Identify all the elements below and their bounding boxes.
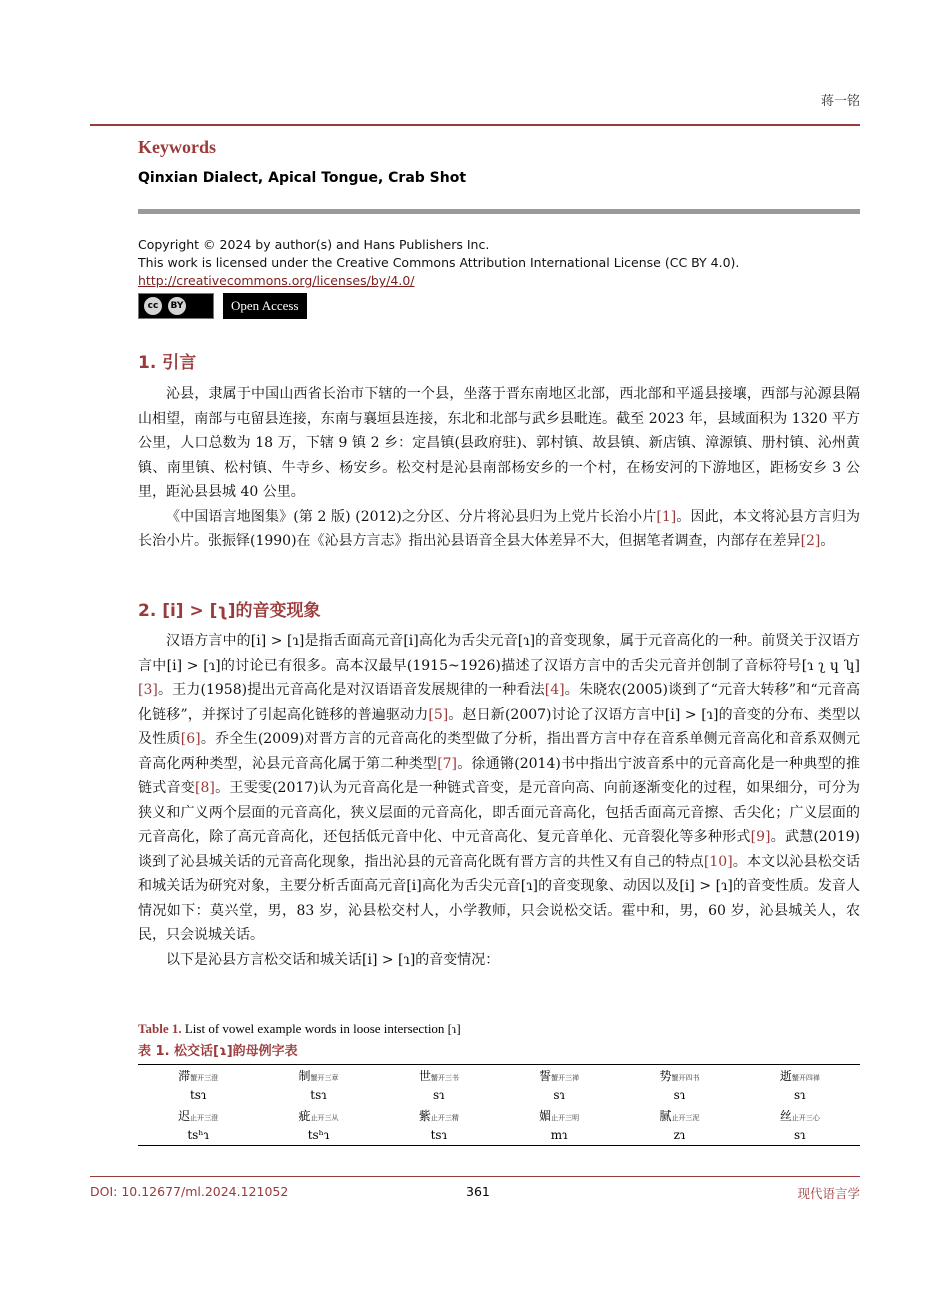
section-1-body: [138, 382, 860, 554]
citation-link[interactable]: [7]: [437, 755, 458, 772]
paragraph: 沁县，隶属于中国山西省长治市下辖的一个县，坐落于晋东南地区北部，西北部和平遥县接壤，西部与沁源县隔山相望，南部与屯留县连接，东南与襄垣县连接，东北和北部与武乡县毗连。截至 2023 年，县域面积为 1320 平方公里，人口总数为 18 万，下辖 9 镇 2 乡：定昌镇(县政府驻)、郭村镇、故县镇、新店镇、漳源镇、册村镇、沁州黄镇、南里镇、松村镇、牛寺乡、杨安乡。松交村是沁县南部杨安乡的一个村，在杨安河的下游地区，距杨安乡 3 公里，距沁县县城 40 公里。: [138, 386, 860, 500]
cc-by-badge[interactable]: [138, 293, 214, 319]
open-access-badge: Open Access: [223, 293, 307, 319]
license-link[interactable]: http://creativecommons.org/licenses/by/4.0/: [138, 273, 415, 288]
footer-doi: DOI: 10.12677/ml.2024.121052: [90, 1184, 289, 1199]
citation-link[interactable]: [6]: [180, 731, 201, 747]
keywords-heading: Keywords: [138, 137, 216, 157]
table-row: 迟止开三澄 疵止开三从 紫止开三精 媚止开三明 腻止开三泥 丝止开三心: [178, 1108, 820, 1123]
section-2-heading: 2. [i] > [ʅ]的音变现象: [138, 601, 321, 621]
paragraph: 汉语方言中的[i] > [ɿ]是指舌面高元音[i]高化为舌尖元音[ɿ]的音变现象，属于元音高化的一种。前贤关于汉语方言中[i] > [ɿ]的讨论已有很多。高本汉最早(1915~1926)描述了汉语方言中的舌尖元音并创制了音标符号[ɿ ʅ ɥ ʮ] [3]。王力(1958)提出元音高化是对汉语语音发展规律的一种看法[4]。朱晓农(2005)谈到了“元音大转移”和“元音高化链移”，并探讨了引起高化链移的普遍驱动力[5]。赵日新(2007)讨论了汉语方言中[i] > [ɿ]的音变的分布、类型以及性质[6]。乔全生(2009)对晋方言的元音高化的类型做了分析，指出晋方言中存在音系单侧元音高化和音系双侧元音高化两种类型，沁县元音高化属于第二种类型[7]。徐通锵(2014)书中指出宁波音系中的元音高化是一种典型的推链式音变[8]。王雯雯(2017)认为元音高化是一种链式音变，是元音向高、向前逐渐变化的过程，如果细分，可分为狭义和广义两个层面的元音高化，狭义层面的元音高化，即舌面元音高化，包括舌面高元音擦、舌尖化；广义层面的元音高化，除了高元音高化，还包括低元音中化、中元音高化、复元音单化、元音裂化等多种形式[9]。武慧(2019)谈到了沁县城关话的元音高化现象，指出沁县的元音高化既有晋方言的共性又有自己的特点[10]。本文以沁县松交话和城关话为研究对象，主要分析舌面高元音[i]高化为舌尖元音[ɿ]的音变现象、动因以及[i] > [ɿ]的音变性质。发音人情况如下：莫兴堂，男，83 岁，沁县松交村人，小学教师，只会说松交话。霍中和，男，60 岁，沁县城关人，农民，只会说城关话。: [138, 633, 861, 943]
citation-link[interactable]: [4]: [544, 682, 565, 698]
paragraph: 以下是沁县方言松交话和城关话[i] > [ɿ]的音变情况：: [166, 951, 500, 968]
running-header-author: 蒋一铭: [820, 94, 860, 109]
section-1-heading: 1. 引言: [138, 353, 197, 373]
journal-name: 现代语言学: [797, 1186, 860, 1201]
table-caption-zh: 表 1. 松交话[ɿ]韵母例字表: [138, 1044, 298, 1059]
paragraph: 《中国语言地图集》(第 2 版) (2012)之分区、分片将沁县归为上党片长治小片[1]。因此，本文将沁县方言归为长治小片。张振铎(1990)在《沁县方言志》指出沁县语音全县大体差异不大，但据笔者调查，内部存在差异[2]。: [138, 508, 861, 549]
citation-link[interactable]: [9]: [750, 829, 771, 845]
citation-link[interactable]: [5]: [428, 706, 449, 723]
table-row: tsʰɿ tsʰɿ tsɿ mɿ zɿ sɿ: [138, 1125, 860, 1146]
table-caption-en: Table 1. List of vowel example words in loose intersection [ɿ]: [138, 1021, 461, 1036]
page-number: 361: [466, 1184, 490, 1199]
footer-rule: [90, 1176, 860, 1177]
cc-icon: cc: [144, 297, 162, 315]
copyright-block: [138, 236, 739, 290]
license-line: This work is licensed under the Creative Commons Attribution International License (CC BY 4.0).: [138, 255, 740, 270]
example-words-table: [138, 1064, 860, 1146]
copyright-line: Copyright © 2024 by author(s) and Hans Publishers Inc.: [138, 237, 490, 252]
section-2-body: [138, 629, 860, 972]
citation-link[interactable]: [8]: [195, 780, 215, 796]
citation-link[interactable]: [1]: [656, 508, 677, 525]
citation-link[interactable]: [3]: [138, 682, 158, 698]
table-row: 滞蟹开三澄 制蟹开三章 世蟹开三书 誓蟹开三禅 势蟹开四书 逝蟹开四禅: [138, 1065, 860, 1086]
citation-link[interactable]: [10]: [703, 853, 733, 870]
table-row: tsɿ tsɿ sɿ sɿ sɿ sɿ: [189, 1088, 806, 1102]
header-rule: [90, 124, 860, 126]
keywords-text: Qinxian Dialect, Apical Tongue, Crab Shot: [138, 170, 467, 186]
keywords-divider: [138, 209, 860, 214]
citation-link[interactable]: [2]: [800, 533, 821, 549]
by-person-icon: BY: [168, 297, 186, 315]
